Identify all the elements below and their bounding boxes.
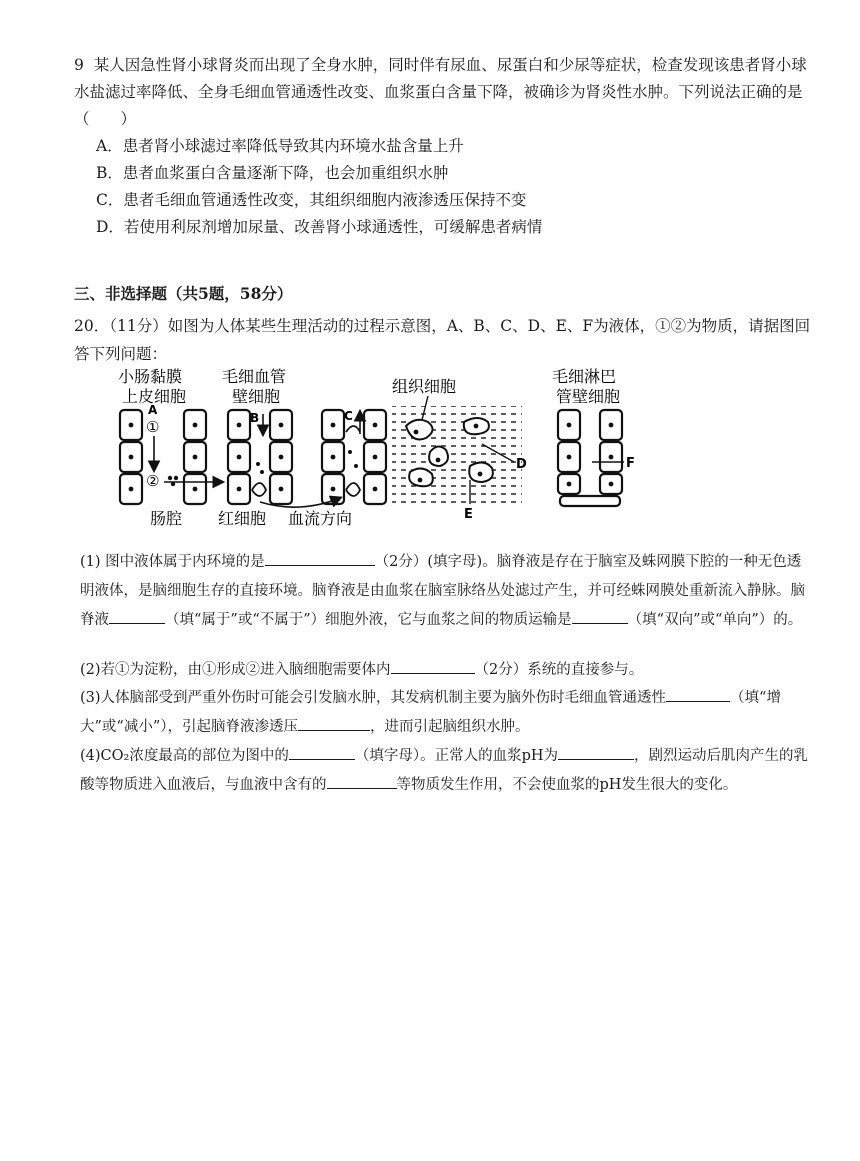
section-title: 三、非选择题（共5题，58分） (74, 284, 293, 303)
part-1-text-d: （填“双向”或“单向”）的。 (627, 612, 803, 628)
question-19-text: 某人因急性肾小球肾炎而出现了全身水肿，同时伴有尿血、尿蛋白和少尿等症状，检查发现该患者肾小球水盐滤过率降低、全身毛细血管通透性改变、血浆蛋白含量下降，被确诊为肾炎性水肿。下列说法正确的是（ ） (74, 56, 807, 128)
part-1-text-b: （2分）(填字母)。脑脊液是存在于脑室及蛛网膜下腔的一种无色透明液体，是脑细胞生存的直接环境。脑脊液是由血浆在脑室脉络丛处滤过产生，并可经蛛网膜处重新流入静脉。脑脊液 (80, 554, 805, 628)
letter-e: E (464, 507, 473, 522)
physiology-diagram (110, 362, 670, 532)
letter-c: C (344, 409, 353, 423)
question-19-stem (74, 52, 814, 133)
part-2-text-a: (2)若①为淀粉，由①形成②进入脑细胞需要体内 (80, 662, 391, 678)
part-1-text-a: (1) 图中液体属于内环境的是 (80, 554, 265, 570)
question-20-part-3 (80, 684, 810, 742)
part-3-text-a: (3)人体脑部受到严重外伤时可能会引发脑水肿，其发病机制主要为脑外伤时毛细血管通透性 (80, 690, 667, 706)
question-20-part-2 (80, 656, 810, 685)
part-4-text-d: 等物质发生作用，不会使血浆的pH发生很大的变化。 (396, 777, 738, 793)
letter-f: F (626, 456, 635, 471)
question-20-part-4 (80, 742, 810, 800)
blank-1-2[interactable] (109, 607, 165, 624)
question-20-part-1 (80, 548, 810, 635)
letter-b: B (250, 411, 260, 425)
blank-4-1[interactable] (289, 743, 355, 760)
blank-2-1[interactable] (391, 657, 475, 674)
question-19-option-a: A．患者肾小球滤过率降低导致其内环境水盐含量上升 (96, 137, 464, 155)
label-lymph-line2: 管壁细胞 (556, 387, 621, 406)
blank-4-3[interactable] (327, 772, 397, 789)
label-capillary-line1: 毛细血管 (222, 367, 287, 386)
letter-a: A (148, 403, 158, 417)
question-19-option-d: D．若使用利尿剂增加尿量、改善肾小球通透性，可缓解患者病情 (96, 218, 543, 236)
part-4-text-a: (4)CO₂浓度最高的部位为图中的 (80, 748, 289, 764)
blank-3-1[interactable] (666, 685, 730, 702)
label-intestine-line1: 小肠黏膜 (118, 367, 183, 386)
part-1-text-c: （填“属于”或“不属于”）细胞外液，它与血浆之间的物质运输是 (165, 612, 572, 628)
letter-d: D (516, 457, 527, 472)
label-lymph-line1: 毛细淋巴 (552, 367, 617, 386)
label-intestine-line2: 上皮细胞 (122, 387, 187, 406)
label-intestinal-lumen: 肠腔 (150, 509, 183, 528)
part-4-text-b: （填字母）。正常人的血浆pH为 (354, 748, 559, 764)
substance-1-marker: ① (146, 418, 160, 436)
blank-1-3[interactable] (572, 607, 628, 624)
substance-2-marker: ② (146, 472, 160, 490)
blank-4-2[interactable] (558, 743, 634, 760)
part-3-text-b: （填“增大”或“减小”），引起脑脊液渗透压 (80, 690, 781, 735)
question-19-option-b: B．患者血浆蛋白含量逐渐下降，也会加重组织水肿 (96, 164, 449, 182)
tissue-fluid-region (392, 406, 522, 508)
label-tissue-cell: 组织细胞 (392, 377, 457, 396)
question-19-option-c: C．患者毛细血管通透性改变，其组织细胞内液渗透压保持不变 (96, 191, 527, 209)
blank-1-1[interactable] (265, 549, 375, 566)
label-red-blood-cell: 红细胞 (218, 509, 267, 528)
part-2-text-b: （2分）系统的直接参与。 (474, 662, 644, 678)
blank-3-2[interactable] (298, 714, 370, 731)
label-capillary-line2: 壁细胞 (232, 387, 281, 406)
question-19-number: 9 (74, 56, 84, 74)
part-3-text-c: ，进而引起脑组织水肿。 (370, 719, 530, 735)
part-4-text-c: ，剧烈运动后肌肉产生的乳酸等物质进入血液后，与血液中含有的 (80, 748, 809, 793)
label-blood-flow: 血流方向 (288, 509, 353, 528)
question-20-stem: 20．（11分）如图为人体某些生理活动的过程示意图，A、B、C、D、E、F为液体，①②为物质，请据图回答下列问题： (74, 317, 811, 363)
